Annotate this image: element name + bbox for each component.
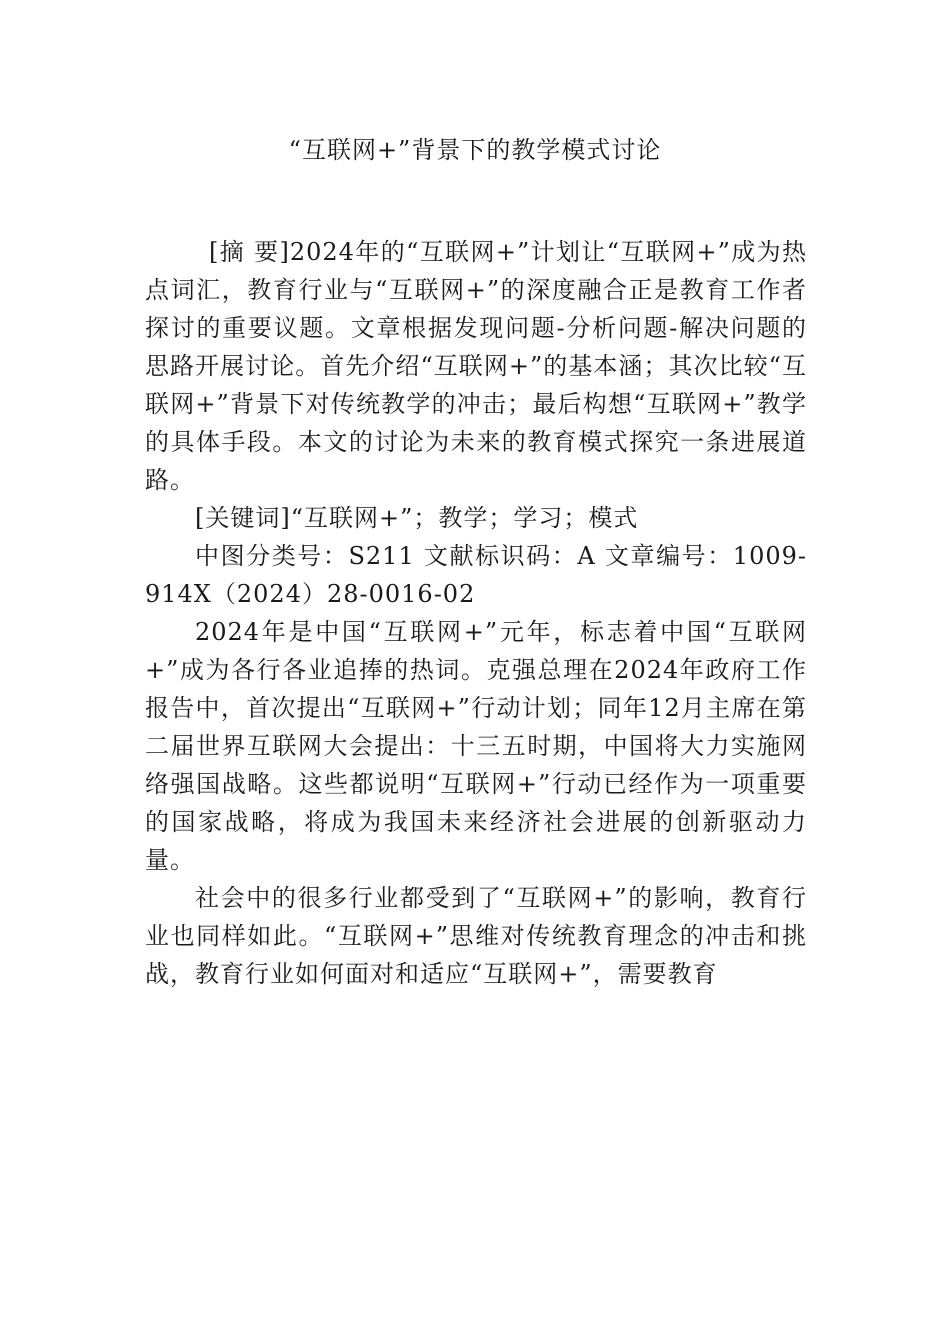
keywords-line: [关键词]“互联网+”；教学；学习；模式 (195, 504, 639, 532)
body-paragraph-2: 社会中的很多行业都受到了“互联网+”的影响，教育行业也同样如此。“互联网+”思维对传统教育理念的冲击和挑战，教育行业如何面对和适应“互联网+”，需要教育 (145, 884, 807, 988)
abstract-paragraph: [摘 要]2024年的“互联网+”计划让“互联网+”成为热点词汇，教育行业与“互联网+”的深度融合正是教育工作者探讨的重要议题。文章根据发现问题-分析问题-解决问题的思路开展讨论。首先介绍“互联网+”的基本涵；其次比较“互联网+”背景下对传统教学的冲击；最后构想“互联网+”教学的具体手段。本文的讨论为未来的教育模式探究一条进展道路。 (145, 238, 807, 494)
classification-line: 中图分类号：S211 文献标识码：A 文章编号：1009-914X（2024）28-0016-02 (145, 542, 807, 608)
body-paragraph-1: 2024年是中国“互联网+”元年，标志着中国“互联网+”成为各行各业追捧的热词。克强总理在2024年政府工作报告中，首次提出“互联网+”行动计划；同年12月主席在第二届世界互联网大会提出：十三五时期，中国将大力实施网络强国战略。这些都说明“互联网+”行动已经作为一项重要的国家战略，将成为我国未来经济社会进展的创新驱动力量。 (145, 618, 807, 874)
document-body (145, 233, 807, 993)
document-title: “互联网+”背景下的教学模式讨论 (288, 136, 662, 164)
